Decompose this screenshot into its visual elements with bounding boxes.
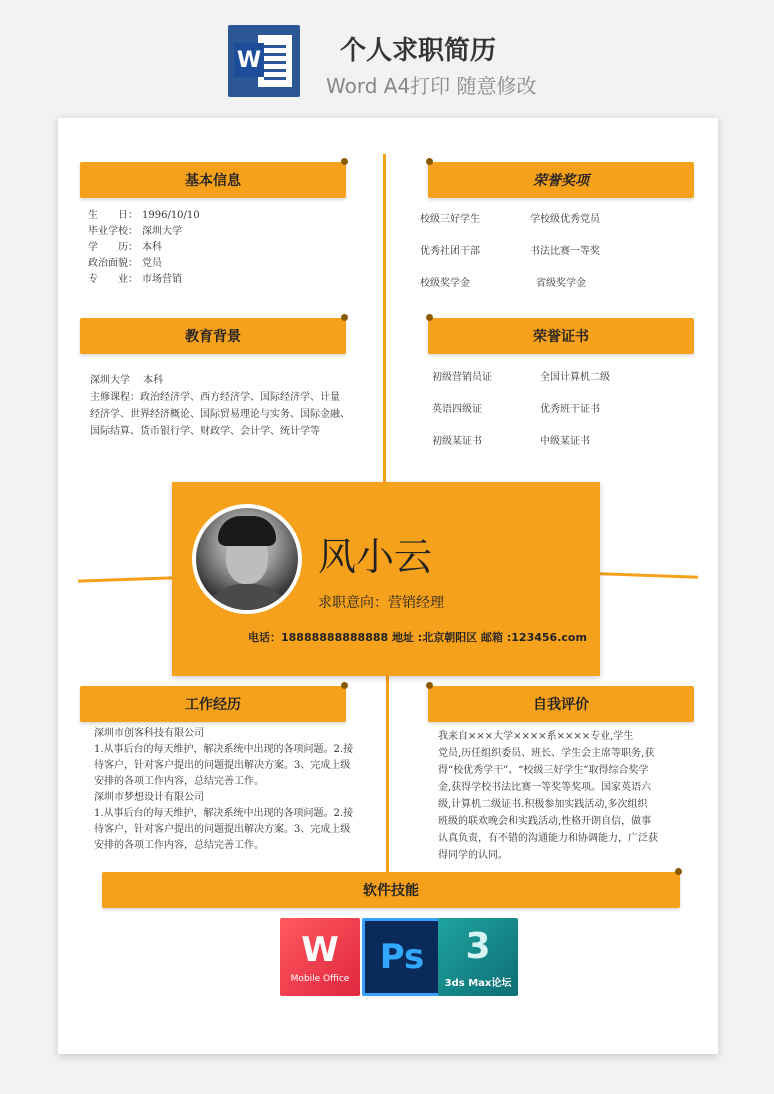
basic-info-list (88, 208, 358, 288)
info-value: 市场营销 (142, 274, 182, 285)
divider-top (383, 154, 386, 482)
divider-left (78, 576, 172, 582)
honor-item: 校级三好学生 (420, 214, 480, 225)
section-header-honors (428, 162, 694, 198)
work-text (94, 726, 384, 854)
divider-right (600, 572, 698, 578)
wps-caption: Mobile Office (290, 974, 350, 984)
section-header-certs (428, 318, 694, 354)
text-line: 深圳市创客科技有限公司 (94, 728, 204, 739)
section-title-work: 工作经历 (185, 697, 241, 713)
cert-item: 中级某证书 (540, 436, 590, 447)
text-line: 安排的各项工作内容，总结完善工作。 (94, 776, 264, 787)
section-title-honors: 荣誉奖项 (533, 173, 589, 189)
section-title-education: 教育背景 (185, 329, 241, 345)
honor-item: 学校级优秀党员 (530, 214, 600, 225)
honor-item: 省级奖学金 (536, 278, 586, 289)
info-label: 生 日： (88, 210, 138, 221)
info-value: 党员 (142, 258, 162, 269)
word-icon (228, 25, 300, 97)
ps-mark: Ps (379, 937, 425, 977)
info-row (88, 272, 358, 288)
honor-item: 校级奖学金 (420, 278, 470, 289)
pin-dot (341, 314, 348, 321)
education-text (90, 372, 380, 440)
wps-mark: W (301, 930, 339, 970)
pin-dot (341, 682, 348, 689)
section-header-self (428, 686, 694, 722)
info-label: 政治面貌： (88, 258, 138, 269)
3dsmax-logo (438, 918, 518, 996)
pin-dot (426, 158, 433, 165)
text-line: 经济学、世界经济概论、国际贸易理论与实务、国际金融、 (90, 409, 350, 420)
avatar (192, 504, 302, 614)
pin-dot (426, 314, 433, 321)
info-label: 学 历： (88, 242, 138, 253)
text-line: 认真负责，有不错的沟通能力和协调能力，广泛获 (438, 833, 658, 844)
info-row (88, 256, 358, 272)
candidate-name: 风小云 (318, 535, 433, 579)
section-header-education (80, 318, 346, 354)
text-line: 得同学的认同。 (438, 850, 508, 861)
text-line: 国际结算、货币银行学、财政学、会计学、统计学等 (90, 426, 320, 437)
section-header-basic (80, 162, 346, 198)
max-mark: 3 (465, 926, 491, 967)
section-header-skills (102, 872, 680, 908)
text-line: 安排的各项工作内容，总结完善工作。 (94, 840, 264, 851)
text-line: 1.从事后台的每天维护，解决系统中出现的各项问题。2.接 (94, 808, 354, 819)
photoshop-logo (362, 918, 442, 996)
word-letter: W (234, 43, 264, 77)
cert-item: 全国计算机二级 (540, 372, 610, 383)
cert-item: 初级营销员证 (432, 372, 492, 383)
cert-item: 英语四级证 (432, 404, 482, 415)
pin-dot (341, 158, 348, 165)
cert-item: 初级某证书 (432, 436, 482, 447)
job-intent: 求职意向：营销经理 (318, 595, 444, 611)
honors-list (420, 210, 700, 290)
section-header-work (80, 686, 346, 722)
self-eval-text (438, 728, 700, 864)
section-title-basic: 基本信息 (185, 173, 241, 189)
text-line: 1.从事后台的每天维护，解决系统中出现的各项问题。2.接 (94, 744, 354, 755)
text-line: 深圳市梦想设计有限公司 (94, 792, 204, 803)
section-title-skills: 软件技能 (363, 883, 419, 899)
text-line: 深圳大学 本科 (90, 375, 164, 386)
document-title: 个人求职简历 (340, 36, 497, 66)
info-row (88, 224, 358, 240)
text-line: 待客户，针对客户提出的问题提出解决方案。3、完成上级 (94, 760, 351, 771)
pin-dot (675, 868, 682, 875)
section-title-certs: 荣誉证书 (533, 329, 589, 345)
section-title-self: 自我评价 (533, 697, 589, 713)
pin-dot (426, 682, 433, 689)
info-value: 1996/10/10 (142, 210, 200, 221)
text-line: 班级的联欢晚会和实践活动,性格开朗自信，做事 (438, 816, 652, 827)
text-line: 待客户，针对客户提出的问题提出解决方案。3、完成上级 (94, 824, 351, 835)
info-value: 本科 (142, 242, 162, 253)
divider-bottom (386, 676, 389, 872)
text-line: 得“校优秀学干”、“校级三好学生”取得综合奖学 (438, 765, 649, 776)
text-line: 主修课程：政治经济学、西方经济学、国际经济学、计量 (90, 392, 340, 403)
info-label: 专 业： (88, 274, 138, 285)
info-row (88, 240, 358, 256)
max-caption: 3ds Max论坛 (444, 978, 512, 989)
wps-logo (280, 918, 360, 996)
certs-list (432, 368, 702, 448)
profile-card (172, 482, 600, 676)
info-row (88, 208, 358, 224)
cert-item: 优秀班干证书 (540, 404, 600, 415)
document-subtitle: Word A4打印 随意修改 (326, 74, 537, 98)
text-line: 党员,历任组织委员、班长、学生会主席等职务,获 (438, 748, 655, 759)
honor-item: 优秀社团干部 (420, 246, 480, 257)
info-label: 毕业学校： (88, 226, 138, 237)
info-value: 深圳大学 (142, 226, 182, 237)
text-line: 金,获得学校书法比赛一等奖等奖项。国家英语六 (438, 782, 652, 793)
text-line: 级,计算机二级证书.积极参加实践活动,多次组织 (438, 799, 648, 810)
text-line: 我来自×××大学××××系××××专业,学生 (438, 731, 634, 742)
honor-item: 书法比赛一等奖 (530, 246, 600, 257)
contact-line: 电话：18888888888888 地址 :北京朝阳区 邮箱 :123456.com (248, 631, 587, 644)
